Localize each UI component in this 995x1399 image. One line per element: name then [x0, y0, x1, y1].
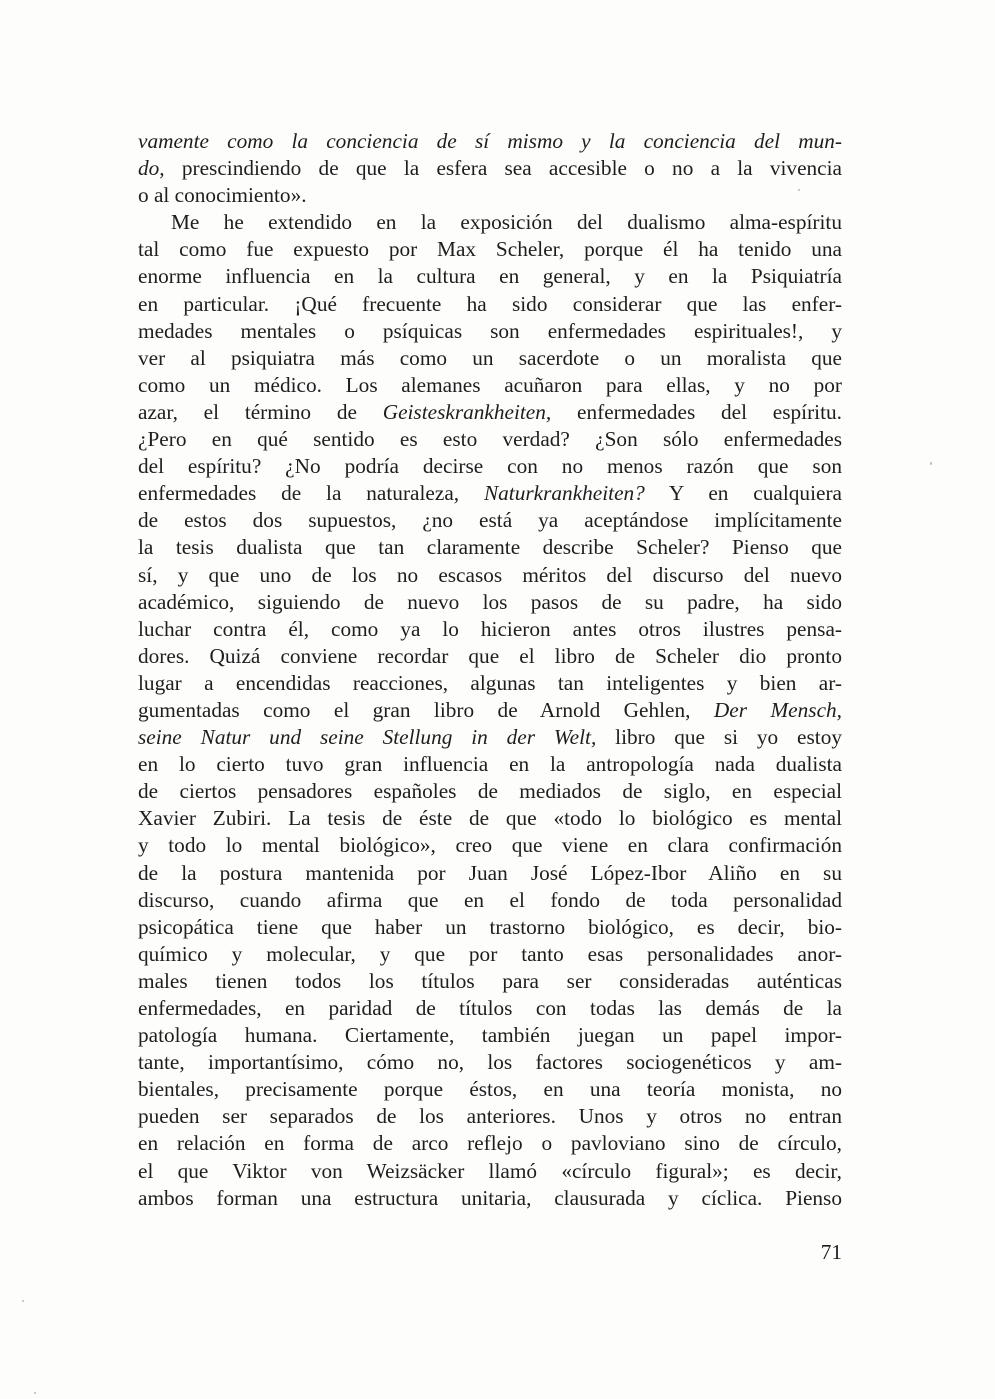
italic-text: seine Natur und seine Stellung in der Welt,	[138, 725, 597, 750]
text-run: males tienen todos los títulos para ser consideradas auténticas	[138, 968, 842, 993]
text-run: sí, y que uno de los no escasos méritos del discurso del nuevo	[138, 562, 842, 587]
text-run: en lo cierto tuvo gran influencia en la antropología nada dualista	[138, 752, 842, 777]
text-line	[138, 480, 842, 507]
text-line	[138, 507, 842, 534]
text-run: de ciertos pensadores españoles de mediados de siglo, en especial	[138, 779, 842, 804]
body-text	[138, 128, 842, 1212]
text-line	[138, 832, 842, 859]
text-line	[138, 995, 842, 1022]
text-run: prescindiendo de que la esfera sea accesible o no a la vivencia	[164, 156, 842, 181]
italic-text: Geisteskrankheiten,	[382, 399, 552, 424]
text-run: enfermedades de la naturaleza,	[138, 481, 484, 506]
scan-speck	[34, 1392, 36, 1394]
text-line	[138, 914, 842, 941]
italic-text: vamente como la conciencia de sí mismo y la conciencia del mun-	[138, 129, 842, 153]
text-line	[138, 697, 842, 724]
text-run: Y en cualquiera	[644, 481, 842, 506]
text-line	[138, 1022, 842, 1049]
text-run: enfermedades, en paridad de títulos con todas las demás de la	[138, 996, 842, 1020]
text-run: tante, importantísimo, cómo no, los factores sociogenéticos y am-	[138, 1050, 842, 1075]
text-run: como un médico. Los alemanes acuñaron para ellas, y no por	[138, 372, 842, 397]
text-run: en particular. ¡Qué frecuente ha sido considerar que las enfer-	[138, 291, 842, 316]
text-line	[138, 589, 842, 616]
text-line	[138, 805, 842, 832]
text-line	[138, 1076, 842, 1103]
text-run: químico y molecular, y que por tanto esas personalidades anor-	[138, 941, 842, 966]
text-run: psicopática tiene que haber un trastorno biológico, es decir, bio-	[138, 914, 842, 939]
text-line	[138, 291, 842, 318]
text-run: académico, siguiendo de nuevo los pasos de su padre, ha sido	[138, 589, 842, 614]
text-line	[138, 1185, 842, 1212]
text-line	[138, 426, 842, 453]
italic-text: Naturkrankheiten?	[483, 481, 645, 506]
text-line	[138, 751, 842, 778]
text-run: y todo lo mental biológico», creo que viene en clara confirmación	[138, 833, 842, 858]
text-run: bientales, precisamente porque éstos, en una teoría monista, no	[138, 1077, 842, 1102]
text-run: azar, el término de	[138, 399, 383, 424]
text-line	[138, 318, 842, 345]
text-run: tal como fue expuesto por Max Scheler, porque él ha tenido una	[138, 237, 842, 262]
text-run: ¿Pero en qué sentido es esto verdad? ¿Son sólo enfermedades	[138, 427, 842, 452]
text-run: en relación en forma de arco reflejo o pavloviano sino de círculo,	[138, 1131, 842, 1156]
scan-speck	[798, 189, 800, 191]
text-line	[138, 1049, 842, 1076]
text-run: ambos forman una estructura unitaria, clausurada y cíclica. Pienso	[138, 1185, 842, 1210]
text-run: Me he extendido en la exposición del dualismo alma-espíritu	[171, 210, 842, 235]
text-run: pueden ser separados de los anteriores. Unos y otros no entran	[138, 1104, 842, 1129]
text-line	[138, 263, 842, 290]
text-line	[138, 616, 842, 643]
text-line	[138, 724, 842, 751]
text-line	[138, 209, 842, 236]
text-run: de estos dos supuestos, ¿no está ya aceptándose implícitamente	[138, 508, 842, 533]
text-run: del espíritu? ¿No podría decirse con no menos razón que son	[138, 454, 842, 479]
text-line	[138, 778, 842, 805]
text-line	[138, 372, 842, 399]
text-run: gumentadas como el gran libro de Arnold Gehlen,	[138, 697, 714, 722]
italic-text: do,	[138, 156, 165, 181]
text-run: medades mentales o psíquicas son enfermedades espirituales!, y	[138, 318, 842, 343]
text-line	[138, 453, 842, 480]
scan-speck	[930, 462, 932, 465]
text-run: enfermedades del espíritu.	[551, 399, 842, 424]
scan-speck	[22, 1300, 24, 1302]
text-run: enorme influencia en la cultura en general, y en la Psiquiatría	[138, 264, 842, 289]
text-run: o al conocimiento».	[138, 183, 307, 208]
text-line	[138, 1103, 842, 1130]
text-run: dores. Quizá conviene recordar que el libro de Scheler dio pronto	[138, 643, 842, 668]
text-line	[138, 182, 842, 209]
text-run: lugar a encendidas reacciones, algunas tan inteligentes y bien ar-	[138, 670, 842, 695]
text-line	[138, 670, 842, 697]
text-run: ver al psiquiatra más como un sacerdote o un moralista que	[138, 345, 842, 370]
text-line	[138, 534, 842, 561]
text-run: patología humana. Ciertamente, también juegan un papel impor-	[138, 1023, 842, 1048]
text-run: la tesis dualista que tan claramente describe Scheler? Pienso que	[138, 535, 842, 560]
text-line	[138, 643, 842, 670]
text-line	[138, 155, 842, 182]
text-line	[138, 860, 842, 887]
text-run: el que Viktor von Weizsäcker llamó «círculo figural»; es decir,	[138, 1158, 842, 1183]
text-run: de la postura mantenida por Juan José López-Ibor Aliño en su	[138, 860, 842, 885]
text-run: libro que si yo estoy	[596, 725, 842, 750]
text-run: luchar contra él, como ya lo hicieron antes otros ilustres pensa-	[138, 616, 842, 641]
text-line	[138, 562, 842, 589]
text-run: discurso, cuando afirma que en el fondo de toda personalidad	[138, 887, 842, 912]
text-line	[138, 968, 842, 995]
text-line	[138, 887, 842, 914]
text-line	[138, 345, 842, 372]
page-number: 71	[820, 1240, 842, 1264]
text-line	[138, 1130, 842, 1157]
text-line	[138, 128, 842, 155]
text-line	[138, 236, 842, 263]
text-line	[138, 941, 842, 968]
text-line	[138, 399, 842, 426]
text-line	[138, 1158, 842, 1185]
italic-text: Der Mensch,	[713, 697, 842, 722]
text-run: Xavier Zubiri. La tesis de éste de que «todo lo biológico es mental	[138, 806, 842, 831]
